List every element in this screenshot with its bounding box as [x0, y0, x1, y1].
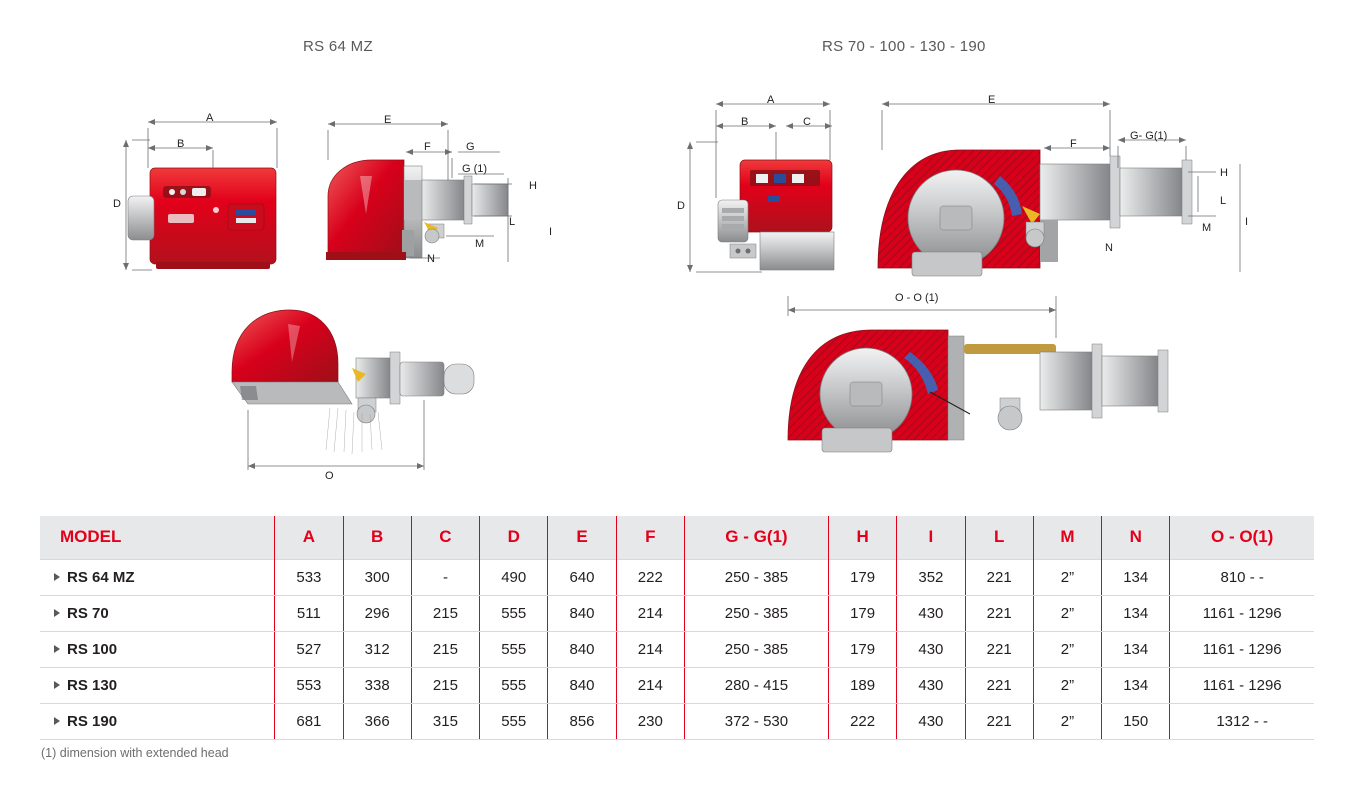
row-model-label — [40, 559, 275, 595]
cell-l: 221 — [965, 703, 1033, 739]
drawing-rs64mz — [0, 0, 553, 500]
model-name: RS 130 — [67, 676, 118, 694]
cell-b: 338 — [343, 667, 411, 703]
dim-label-OO1-right: O - O (1) — [895, 292, 939, 304]
bullet-triangle-icon — [54, 681, 60, 689]
cell-m: 2” — [1033, 703, 1101, 739]
cell-h: 179 — [828, 631, 896, 667]
cell-o: 810 - - — [1170, 559, 1314, 595]
cell-l: 221 — [965, 559, 1033, 595]
dim-label-G-left: G — [466, 141, 475, 153]
col-header-i: I — [897, 516, 965, 559]
table-footnote: (1) dimension with extended head — [41, 746, 229, 760]
cell-f: 214 — [616, 631, 684, 667]
bullet-triangle-icon — [54, 717, 60, 725]
cell-e: 856 — [548, 703, 616, 739]
table-header-row — [40, 516, 1314, 559]
col-header-f: F — [616, 516, 684, 559]
col-header-d: D — [480, 516, 548, 559]
table-row — [40, 559, 1314, 595]
cell-n: 134 — [1102, 559, 1170, 595]
dim-label-M-right: M — [1202, 222, 1212, 234]
cell-i: 352 — [897, 559, 965, 595]
dim-label-L-right: L — [1220, 195, 1227, 207]
cell-e: 840 — [548, 667, 616, 703]
cell-o: 1161 - 1296 — [1170, 595, 1314, 631]
right-side-section-view — [878, 150, 1192, 276]
table-body — [40, 559, 1314, 739]
cell-c: 215 — [411, 667, 479, 703]
bullet-triangle-icon — [54, 573, 60, 581]
cell-m: 2” — [1033, 667, 1101, 703]
cell-f: 214 — [616, 595, 684, 631]
dim-label-H-right: H — [1220, 167, 1228, 179]
dim-label-M-left: M — [475, 238, 485, 250]
cell-e: 840 — [548, 595, 616, 631]
model-name: RS 190 — [67, 712, 118, 730]
cell-h: 179 — [828, 595, 896, 631]
cell-d: 555 — [480, 703, 548, 739]
cell-b: 366 — [343, 703, 411, 739]
table-row — [40, 703, 1314, 739]
cell-d: 555 — [480, 595, 548, 631]
cell-i: 430 — [897, 703, 965, 739]
dim-label-F-left: F — [424, 141, 431, 153]
cell-d: 555 — [480, 667, 548, 703]
col-header-l: L — [965, 516, 1033, 559]
cell-n: 134 — [1102, 631, 1170, 667]
cell-g: 372 - 530 — [684, 703, 828, 739]
cell-o: 1161 - 1296 — [1170, 667, 1314, 703]
cell-h: 179 — [828, 559, 896, 595]
cell-o: 1161 - 1296 — [1170, 631, 1314, 667]
cell-n: 150 — [1102, 703, 1170, 739]
figure-title-left: RS 64 MZ — [303, 38, 373, 55]
col-header-g: G - G(1) — [684, 516, 828, 559]
cell-e: 640 — [548, 559, 616, 595]
cell-g: 250 - 385 — [684, 631, 828, 667]
dim-label-N-right: N — [1105, 242, 1113, 254]
front-view-body — [128, 168, 276, 269]
dim-label-D-right: D — [677, 200, 685, 212]
cell-i: 430 — [897, 595, 965, 631]
table-row — [40, 631, 1314, 667]
dim-label-N-left: N — [427, 253, 435, 265]
cell-f: 214 — [616, 667, 684, 703]
col-header-n: N — [1102, 516, 1170, 559]
cell-n: 134 — [1102, 595, 1170, 631]
dim-label-L-left: L — [509, 216, 516, 228]
right-bottom-view — [788, 296, 1168, 452]
cell-b: 296 — [343, 595, 411, 631]
specifications-table-wrapper — [40, 516, 1314, 740]
col-header-o: O - O(1) — [1170, 516, 1314, 559]
bullet-triangle-icon — [54, 609, 60, 617]
dim-label-E-right: E — [988, 94, 996, 106]
row-model-label — [40, 631, 275, 667]
table-head — [40, 516, 1314, 559]
col-header-b: B — [343, 516, 411, 559]
cell-m: 2” — [1033, 595, 1101, 631]
dim-label-B-right: B — [741, 116, 749, 128]
dim-label-I-left: I — [549, 226, 553, 238]
cell-c: 215 — [411, 631, 479, 667]
dim-label-G1-left: G (1) — [462, 163, 488, 175]
dim-label-I-right: I — [1245, 216, 1249, 228]
cell-a: 553 — [275, 667, 343, 703]
cell-h: 222 — [828, 703, 896, 739]
col-header-model: MODEL — [40, 516, 275, 559]
cell-g: 280 - 415 — [684, 667, 828, 703]
cell-b: 312 — [343, 631, 411, 667]
cell-c: 315 — [411, 703, 479, 739]
right-front-view — [718, 160, 834, 270]
col-header-c: C — [411, 516, 479, 559]
cell-h: 189 — [828, 667, 896, 703]
cell-n: 134 — [1102, 667, 1170, 703]
rs70-190-svg — [640, 0, 1280, 500]
row-model-label — [40, 667, 275, 703]
cell-m: 2” — [1033, 631, 1101, 667]
col-header-e: E — [548, 516, 616, 559]
col-header-m: M — [1033, 516, 1101, 559]
cell-c: - — [411, 559, 479, 595]
dim-label-A-left: A — [206, 112, 214, 124]
cell-i: 430 — [897, 667, 965, 703]
cell-f: 222 — [616, 559, 684, 595]
specifications-table — [40, 516, 1314, 740]
bullet-triangle-icon — [54, 645, 60, 653]
cell-e: 840 — [548, 631, 616, 667]
col-header-h: H — [828, 516, 896, 559]
cell-g: 250 - 385 — [684, 595, 828, 631]
dim-label-H-left: H — [529, 180, 537, 192]
row-model-label — [40, 703, 275, 739]
cell-d: 555 — [480, 631, 548, 667]
model-name: RS 64 MZ — [67, 568, 135, 586]
cell-a: 527 — [275, 631, 343, 667]
table-row — [40, 667, 1314, 703]
model-name: RS 100 — [67, 640, 118, 658]
cell-l: 221 — [965, 667, 1033, 703]
cell-f: 230 — [616, 703, 684, 739]
row-model-label — [40, 595, 275, 631]
cell-d: 490 — [480, 559, 548, 595]
rs64mz-svg — [0, 0, 520, 500]
dim-label-E-left: E — [384, 114, 392, 126]
dim-label-B-left: B — [177, 138, 185, 150]
cell-i: 430 — [897, 631, 965, 667]
cell-l: 221 — [965, 631, 1033, 667]
cell-g: 250 - 385 — [684, 559, 828, 595]
dim-label-F-right: F — [1070, 138, 1077, 150]
cell-a: 681 — [275, 703, 343, 739]
dim-label-O-left: O — [325, 470, 334, 482]
table-row — [40, 595, 1314, 631]
cell-o: 1312 - - — [1170, 703, 1314, 739]
col-header-a: A — [275, 516, 343, 559]
cell-l: 221 — [965, 595, 1033, 631]
dim-label-C-right: C — [803, 116, 811, 128]
dim-label-D-left: D — [113, 198, 121, 210]
dim-label-GG1-right: G- G(1) — [1130, 130, 1168, 142]
cell-c: 215 — [411, 595, 479, 631]
drawing-rs70-190 — [640, 0, 1280, 500]
perspective-view-body — [232, 310, 474, 470]
model-name: RS 70 — [67, 604, 109, 622]
cell-b: 300 — [343, 559, 411, 595]
cell-a: 533 — [275, 559, 343, 595]
figure-title-right: RS 70 - 100 - 130 - 190 — [822, 38, 986, 55]
cell-m: 2” — [1033, 559, 1101, 595]
dim-label-A-right: A — [767, 94, 775, 106]
cell-a: 511 — [275, 595, 343, 631]
